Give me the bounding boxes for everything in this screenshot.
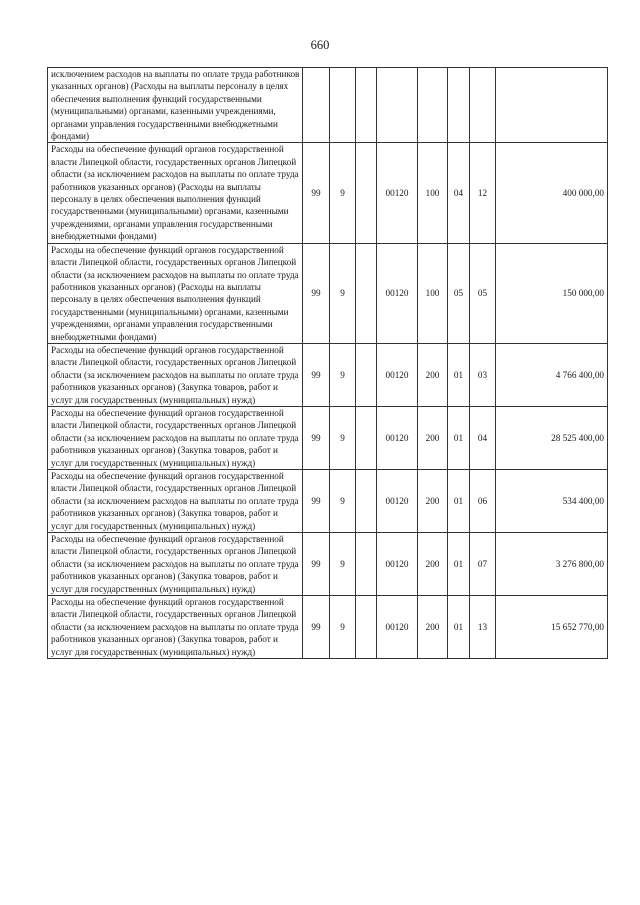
subsection-code: [470, 68, 496, 143]
program-code: 99: [303, 343, 330, 406]
amount-value: 4 766 400,00: [496, 343, 608, 406]
subsection-code: 05: [470, 243, 496, 343]
direction-code: 00120: [377, 533, 418, 596]
group-code: [356, 470, 377, 533]
row-description: исключением расходов на выплаты по оплате труда работников указанных органов) (Расходы на выплаты персоналу в целях обеспечения выполнения функций государственными (муниципальными) органами, казенными учреждениями, органами управления государственными внебюджетными фондами): [48, 68, 303, 143]
subprogram-code: 9: [330, 343, 356, 406]
table-row: [48, 143, 608, 243]
expense-type-code: 100: [418, 243, 448, 343]
subsection-code: 04: [470, 406, 496, 469]
table-row: [48, 533, 608, 596]
section-code: 01: [448, 533, 470, 596]
section-code: 01: [448, 470, 470, 533]
group-code: [356, 406, 377, 469]
expense-type-code: 100: [418, 143, 448, 243]
direction-code: 00120: [377, 143, 418, 243]
row-description: Расходы на обеспечение функций органов государственной власти Липецкой области, государственных органов Липецкой области (за исключением расходов на выплаты по оплате труда работников указанных органов) (Закупка товаров, работ и услуг для государственных (муниципальных) нужд): [48, 470, 303, 533]
subprogram-code: 9: [330, 596, 356, 659]
section-code: 01: [448, 406, 470, 469]
subsection-code: 06: [470, 470, 496, 533]
subsection-code: 13: [470, 596, 496, 659]
table-row: [48, 68, 608, 143]
section-code: 05: [448, 243, 470, 343]
direction-code: 00120: [377, 243, 418, 343]
row-description: Расходы на обеспечение функций органов государственной власти Липецкой области, государственных органов Липецкой области (за исключением расходов на выплаты по оплате труда работников указанных органов) (Закупка товаров, работ и услуг для государственных (муниципальных) нужд): [48, 406, 303, 469]
group-code: [356, 343, 377, 406]
table-row: [48, 243, 608, 343]
table-row: [48, 596, 608, 659]
program-code: [303, 68, 330, 143]
direction-code: 00120: [377, 470, 418, 533]
direction-code: [377, 68, 418, 143]
table-row: [48, 406, 608, 469]
budget-table-body: [48, 68, 608, 659]
table-row: [48, 470, 608, 533]
row-description: Расходы на обеспечение функций органов государственной власти Липецкой области, государственных органов Липецкой области (за исключением расходов на выплаты по оплате труда работников указанных органов) (Закупка товаров, работ и услуг для государственных (муниципальных) нужд): [48, 343, 303, 406]
program-code: 99: [303, 533, 330, 596]
group-code: [356, 243, 377, 343]
row-description: Расходы на обеспечение функций органов государственной власти Липецкой области, государственных органов Липецкой области (за исключением расходов на выплаты по оплате труда работников указанных органов) (Расходы на выплаты персоналу в целях обеспечения выполнения функций государственными (муниципальными) органами, казенными учреждениями, органами управления государственными внебюджетными фондами): [48, 243, 303, 343]
program-code: 99: [303, 470, 330, 533]
subprogram-code: 9: [330, 406, 356, 469]
program-code: 99: [303, 596, 330, 659]
group-code: [356, 68, 377, 143]
subprogram-code: [330, 68, 356, 143]
expense-type-code: 200: [418, 343, 448, 406]
page-number: 660: [310, 38, 330, 52]
amount-value: 28 525 400,00: [496, 406, 608, 469]
amount-value: 150 000,00: [496, 243, 608, 343]
subprogram-code: 9: [330, 533, 356, 596]
section-code: [448, 68, 470, 143]
program-code: 99: [303, 243, 330, 343]
program-code: 99: [303, 143, 330, 243]
section-code: 04: [448, 143, 470, 243]
subsection-code: 07: [470, 533, 496, 596]
expense-type-code: 200: [418, 470, 448, 533]
row-description: Расходы на обеспечение функций органов государственной власти Липецкой области, государственных органов Липецкой области (за исключением расходов на выплаты по оплате труда работников указанных органов) (Закупка товаров, работ и услуг для государственных (муниципальных) нужд): [48, 596, 303, 659]
subprogram-code: 9: [330, 470, 356, 533]
direction-code: 00120: [377, 596, 418, 659]
expense-type-code: 200: [418, 406, 448, 469]
amount-value: 534 400,00: [496, 470, 608, 533]
row-description: Расходы на обеспечение функций органов государственной власти Липецкой области, государственных органов Липецкой области (за исключением расходов на выплаты по оплате труда работников указанных органов) (Закупка товаров, работ и услуг для государственных (муниципальных) нужд): [48, 533, 303, 596]
amount-value: 3 276 800,00: [496, 533, 608, 596]
direction-code: 00120: [377, 406, 418, 469]
expense-type-code: [418, 68, 448, 143]
budget-table: [47, 67, 608, 659]
row-description: Расходы на обеспечение функций органов государственной власти Липецкой области, государственных органов Липецкой области (за исключением расходов на выплаты по оплате труда работников указанных органов) (Расходы на выплаты персоналу в целях обеспечения выполнения функций государственными (муниципальными) органами, казенными учреждениями, органами управления государственными внебюджетными фондами): [48, 143, 303, 243]
subsection-code: 12: [470, 143, 496, 243]
group-code: [356, 143, 377, 243]
subsection-code: 03: [470, 343, 496, 406]
section-code: 01: [448, 596, 470, 659]
program-code: 99: [303, 406, 330, 469]
expense-type-code: 200: [418, 596, 448, 659]
amount-value: 400 000,00: [496, 143, 608, 243]
direction-code: 00120: [377, 343, 418, 406]
group-code: [356, 533, 377, 596]
amount-value: 15 652 770,00: [496, 596, 608, 659]
subprogram-code: 9: [330, 143, 356, 243]
expense-type-code: 200: [418, 533, 448, 596]
subprogram-code: 9: [330, 243, 356, 343]
table-row: [48, 343, 608, 406]
amount-value: [496, 68, 608, 143]
section-code: 01: [448, 343, 470, 406]
group-code: [356, 596, 377, 659]
